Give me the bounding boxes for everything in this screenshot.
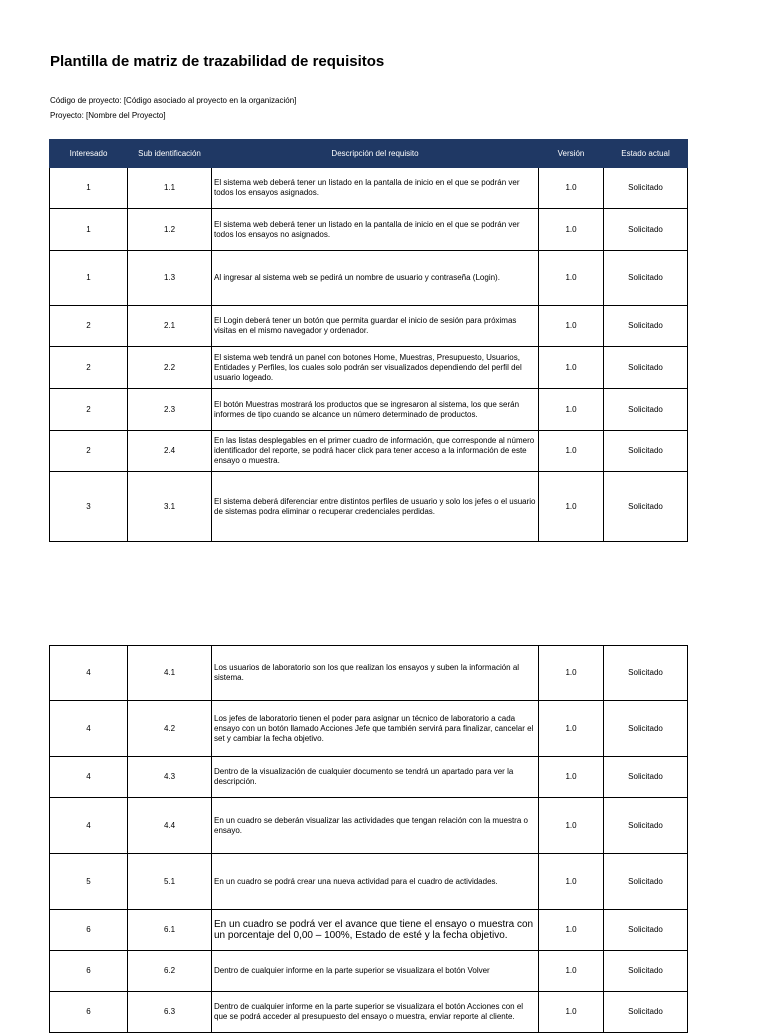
cell-interesado: 2 — [50, 306, 128, 347]
cell-interesado: 1 — [50, 209, 128, 251]
cell-interesado: 3 — [50, 472, 128, 542]
cell-version: 1.0 — [539, 910, 604, 951]
cell-descripcion: El Login deberá tener un botón que permita guardar el inicio de sesión para próximas visitas en el mismo navegador y ordenador. — [212, 306, 539, 347]
cell-sub-id: 1.1 — [128, 168, 212, 209]
cell-version: 1.0 — [539, 251, 604, 306]
cell-interesado: 4 — [50, 757, 128, 798]
cell-interesado: 6 — [50, 992, 128, 1033]
project-code: Código de proyecto: [Código asociado al proyecto en la organización] — [50, 96, 297, 105]
cell-estado: Solicitado — [604, 209, 688, 251]
cell-version: 1.0 — [539, 472, 604, 542]
cell-descripcion: Los jefes de laboratorio tienen el poder para asignar un técnico de laboratorio a cada ensayo con un botón llamado Acciones Jefe que también servirá para finalizar, cancelar el set y cambiar la fecha objetivo. — [212, 701, 539, 757]
cell-interesado: 6 — [50, 951, 128, 992]
project-name: Proyecto: [Nombre del Proyecto] — [50, 111, 166, 120]
table-row — [50, 251, 688, 306]
cell-sub-id: 6.1 — [128, 910, 212, 951]
table-row — [50, 168, 688, 209]
cell-sub-id: 2.4 — [128, 431, 212, 472]
cell-estado: Solicitado — [604, 951, 688, 992]
cell-sub-id: 6.2 — [128, 951, 212, 992]
table-row — [50, 431, 688, 472]
cell-version: 1.0 — [539, 701, 604, 757]
cell-version: 1.0 — [539, 306, 604, 347]
cell-version: 1.0 — [539, 431, 604, 472]
cell-sub-id: 4.1 — [128, 646, 212, 701]
cell-version: 1.0 — [539, 389, 604, 431]
cell-descripcion: Dentro de cualquier informe en la parte superior se visualizara el botón Volver — [212, 951, 539, 992]
table-row — [50, 757, 688, 798]
cell-version: 1.0 — [539, 951, 604, 992]
cell-descripcion: Los usuarios de laboratorio son los que realizan los ensayos y suben la información al sistema. — [212, 646, 539, 701]
cell-interesado: 4 — [50, 798, 128, 854]
cell-descripcion: En un cuadro se podrá ver el avance que tiene el ensayo o muestra con un porcentaje del 0,00 – 100%, Estado de esté y la fecha objetivo. — [212, 910, 539, 951]
cell-sub-id: 2.2 — [128, 347, 212, 389]
cell-descripcion: En las listas desplegables en el primer cuadro de información, que corresponde al número identificador del reporte, se podrá hacer click para tener acceso a la información de este ensayo o muestra. — [212, 431, 539, 472]
cell-version: 1.0 — [539, 798, 604, 854]
cell-version: 1.0 — [539, 209, 604, 251]
cell-interesado: 1 — [50, 168, 128, 209]
cell-descripcion: Dentro de la visualización de cualquier documento se tendrá un apartado para ver la descripción. — [212, 757, 539, 798]
cell-interesado: 6 — [50, 910, 128, 951]
cell-descripcion: El botón Muestras mostrará los productos que se ingresaron al sistema, los que serán informes de tipo cuando se alcance un número determinado de productos. — [212, 389, 539, 431]
cell-sub-id: 1.3 — [128, 251, 212, 306]
table-row — [50, 701, 688, 757]
cell-descripcion: El sistema web deberá tener un listado en la pantalla de inicio en el que se podrán ver todos los ensayos asignados. — [212, 168, 539, 209]
cell-estado: Solicitado — [604, 992, 688, 1033]
cell-descripcion: Al ingresar al sistema web se pedirá un nombre de usuario y contraseña (Login). — [212, 251, 539, 306]
table-row — [50, 472, 688, 542]
cell-interesado: 1 — [50, 251, 128, 306]
cell-descripcion: El sistema deberá diferenciar entre distintos perfiles de usuario y solo los jefes o el usuario de sistemas podra eliminar o recuperar credenciales perdidas. — [212, 472, 539, 542]
cell-descripcion: El sistema web deberá tener un listado en la pantalla de inicio en el que se podrán ver todos los ensayos no asignados. — [212, 209, 539, 251]
cell-estado: Solicitado — [604, 306, 688, 347]
cell-version: 1.0 — [539, 757, 604, 798]
traceability-table-1 — [49, 139, 688, 542]
cell-descripcion: En un cuadro se deberán visualizar las actividades que tengan relación con la muestra o ensayo. — [212, 798, 539, 854]
header-row — [50, 140, 688, 168]
cell-estado: Solicitado — [604, 472, 688, 542]
cell-sub-id: 3.1 — [128, 472, 212, 542]
cell-interesado: 4 — [50, 646, 128, 701]
cell-version: 1.0 — [539, 854, 604, 910]
table-row — [50, 347, 688, 389]
cell-version: 1.0 — [539, 347, 604, 389]
cell-interesado: 5 — [50, 854, 128, 910]
cell-estado: Solicitado — [604, 431, 688, 472]
cell-estado: Solicitado — [604, 389, 688, 431]
cell-interesado: 2 — [50, 347, 128, 389]
table-row — [50, 389, 688, 431]
cell-interesado: 2 — [50, 389, 128, 431]
header-interesado: Interesado — [50, 140, 128, 168]
cell-estado: Solicitado — [604, 347, 688, 389]
cell-interesado: 2 — [50, 431, 128, 472]
cell-interesado: 4 — [50, 701, 128, 757]
cell-descripcion: Dentro de cualquier informe en la parte superior se visualizara el botón Acciones con el que se podrá acceder al presupuesto del ensayo o muestra, enviar reporte al cliente. — [212, 992, 539, 1033]
table-row — [50, 951, 688, 992]
table-row — [50, 992, 688, 1033]
cell-sub-id: 1.2 — [128, 209, 212, 251]
cell-sub-id: 4.3 — [128, 757, 212, 798]
cell-sub-id: 2.1 — [128, 306, 212, 347]
traceability-table-2 — [49, 645, 688, 1033]
cell-version: 1.0 — [539, 646, 604, 701]
table-row — [50, 209, 688, 251]
cell-sub-id: 2.3 — [128, 389, 212, 431]
cell-estado: Solicitado — [604, 701, 688, 757]
table-row — [50, 646, 688, 701]
cell-sub-id: 4.4 — [128, 798, 212, 854]
cell-version: 1.0 — [539, 168, 604, 209]
cell-estado: Solicitado — [604, 168, 688, 209]
table-row — [50, 910, 688, 951]
header-sub-id: Sub identificación — [128, 140, 212, 168]
cell-sub-id: 4.2 — [128, 701, 212, 757]
table-row — [50, 798, 688, 854]
table-row — [50, 854, 688, 910]
cell-estado: Solicitado — [604, 251, 688, 306]
cell-estado: Solicitado — [604, 646, 688, 701]
cell-descripcion: En un cuadro se podrá crear una nueva actividad para el cuadro de actividades. — [212, 854, 539, 910]
cell-version: 1.0 — [539, 992, 604, 1033]
cell-estado: Solicitado — [604, 757, 688, 798]
cell-sub-id: 5.1 — [128, 854, 212, 910]
page-title: Plantilla de matriz de trazabilidad de requisitos — [50, 53, 385, 70]
table-row — [50, 306, 688, 347]
header-descripcion: Descripción del requisito — [212, 140, 539, 168]
cell-estado: Solicitado — [604, 910, 688, 951]
cell-estado: Solicitado — [604, 854, 688, 910]
cell-estado: Solicitado — [604, 798, 688, 854]
cell-sub-id: 6.3 — [128, 992, 212, 1033]
header-estado: Estado actual — [604, 140, 688, 168]
cell-descripcion: El sistema web tendrá un panel con botones Home, Muestras, Presupuesto, Usuarios, Entidades y Perfiles, los cuales solo podrán ser visualizados dependiendo del perfil del usuario logeado. — [212, 347, 539, 389]
header-version: Versión — [539, 140, 604, 168]
